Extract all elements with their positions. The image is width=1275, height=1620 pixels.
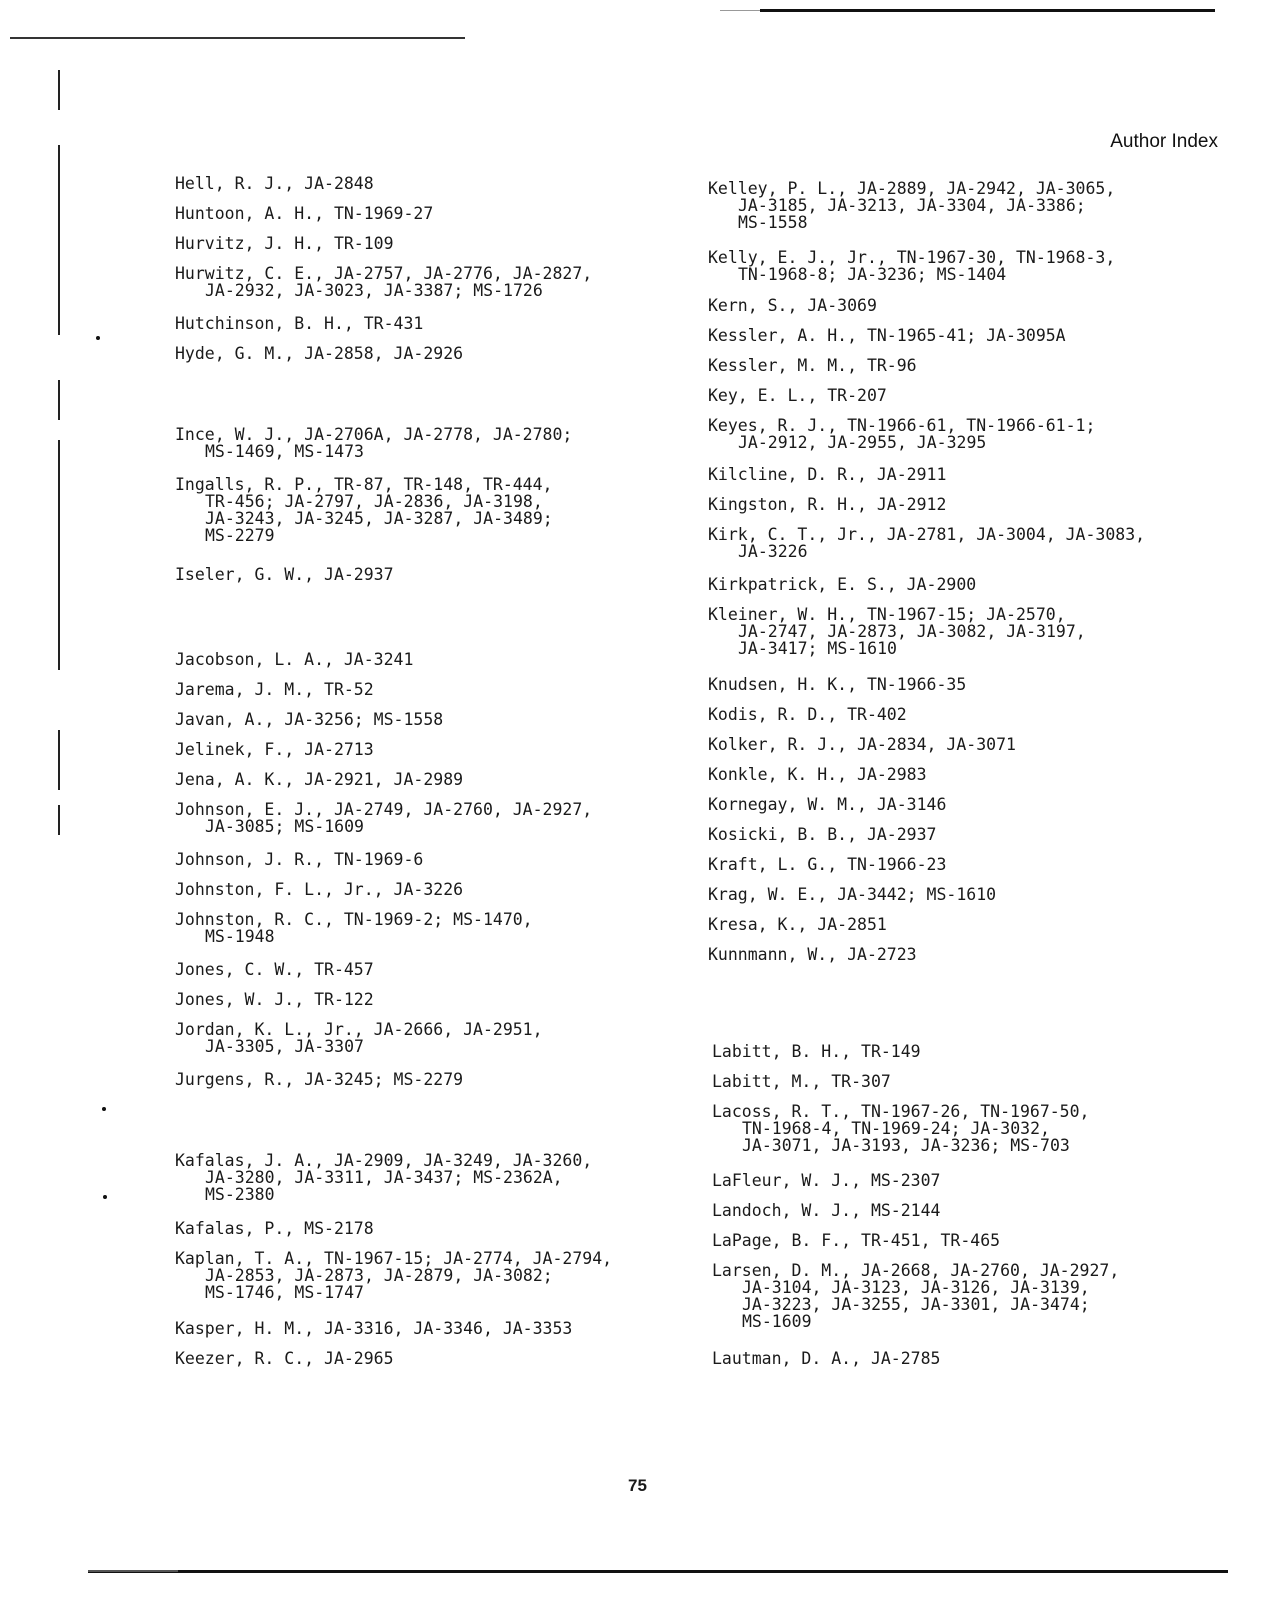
entry-line: Kessler, A. H., TN-1965-41; JA-3095A (708, 326, 1066, 345)
index-entry (708, 706, 1208, 723)
entry-line: Kafalas, J. A., JA-2909, JA-3249, JA-3260, (175, 1151, 593, 1170)
index-entry (175, 265, 675, 299)
entry-line: Johnston, F. L., Jr., JA-3226 (175, 880, 464, 899)
entry-continuation: MS-2380 (205, 1185, 275, 1204)
entry-line: Kelly, E. J., Jr., TN-1967-30, TN-1968-3, (708, 248, 1116, 267)
entry-continuation: JA-3223, JA-3255, JA-3301, JA-3474; (742, 1295, 1090, 1314)
entry-line: Kolker, R. J., JA-2834, JA-3071 (708, 735, 1016, 754)
entry-continuation: JA-3243, JA-3245, JA-3287, JA-3489; (205, 509, 553, 528)
index-entry (708, 676, 1208, 693)
entry-continuation: JA-3305, JA-3307 (205, 1037, 364, 1056)
index-entry (712, 1043, 1212, 1060)
entry-line: Kilcline, D. R., JA-2911 (708, 465, 947, 484)
entry-continuation: JA-3185, JA-3213, JA-3304, JA-3386; (738, 196, 1086, 215)
entry-line: Knudsen, H. K., TN-1966-35 (708, 675, 967, 694)
index-entry (175, 651, 675, 668)
binding-mark (58, 145, 60, 335)
entry-line: Jones, W. J., TR-122 (175, 990, 374, 1009)
index-entry (175, 476, 675, 544)
entry-line: Krag, W. E., JA-3442; MS-1610 (708, 885, 997, 904)
index-entry (712, 1232, 1212, 1249)
entry-line: Kirkpatrick, E. S., JA-2900 (708, 575, 977, 594)
index-entry (175, 345, 675, 362)
entry-line: Jarema, J. M., TR-52 (175, 680, 374, 699)
entry-continuation: JA-2912, JA-2955, JA-3295 (738, 433, 987, 452)
entry-continuation: MS-1469, MS-1473 (205, 442, 364, 461)
index-entry (175, 1021, 675, 1055)
index-entry (708, 327, 1208, 344)
entry-line: Jones, C. W., TR-457 (175, 960, 374, 979)
entry-continuation: MS-1558 (738, 213, 808, 232)
index-entry (175, 741, 675, 758)
index-entry (708, 886, 1208, 903)
entry-line: Kasper, H. M., JA-3316, JA-3346, JA-3353 (175, 1319, 573, 1338)
entry-continuation: JA-3417; MS-1610 (738, 639, 897, 658)
binding-mark (58, 380, 60, 420)
index-entry (708, 496, 1208, 513)
entry-line: LaFleur, W. J., MS-2307 (712, 1171, 941, 1190)
entry-line: Larsen, D. M., JA-2668, JA-2760, JA-2927, (712, 1261, 1120, 1280)
index-entry (708, 606, 1208, 657)
entry-continuation: TN-1968-8; JA-3236; MS-1404 (738, 265, 1007, 284)
entry-line: Ingalls, R. P., TR-87, TR-148, TR-444, (175, 475, 553, 494)
index-entry (712, 1073, 1212, 1090)
entry-line: Jurgens, R., JA-3245; MS-2279 (175, 1070, 464, 1089)
index-entry (708, 249, 1208, 283)
index-entry (175, 681, 675, 698)
index-entry (708, 417, 1208, 451)
index-entry (712, 1172, 1212, 1189)
page-number: 75 (628, 1476, 647, 1495)
index-entry (708, 180, 1208, 231)
top-left-rule (10, 37, 465, 39)
index-entry (708, 387, 1208, 404)
binding-mark (58, 70, 60, 110)
entry-line: Konkle, K. H., JA-2983 (708, 765, 927, 784)
index-entry (175, 851, 675, 868)
entry-line: Ince, W. J., JA-2706A, JA-2778, JA-2780; (175, 425, 573, 444)
index-entry (175, 1152, 675, 1203)
binding-mark (58, 730, 60, 790)
entry-continuation: JA-3226 (738, 542, 808, 561)
binding-mark (58, 440, 60, 670)
index-entry (175, 1071, 675, 1088)
scan-speck (96, 336, 100, 340)
index-entry (175, 1250, 675, 1301)
entry-line: Kornegay, W. M., JA-3146 (708, 795, 947, 814)
index-entry (708, 526, 1208, 560)
entry-line: Kosicki, B. B., JA-2937 (708, 825, 937, 844)
index-entry (708, 576, 1208, 593)
scan-speck (102, 1107, 106, 1111)
entry-continuation: TN-1968-4, TN-1969-24; JA-3032, (742, 1119, 1050, 1138)
index-entry (708, 297, 1208, 314)
entry-continuation: JA-2747, JA-2873, JA-3082, JA-3197, (738, 622, 1086, 641)
index-entry (712, 1262, 1212, 1330)
index-entry (175, 961, 675, 978)
entry-line: LaPage, B. F., TR-451, TR-465 (712, 1231, 1001, 1250)
index-entry (175, 1350, 675, 1367)
running-head: Author Index (1110, 131, 1218, 152)
entry-line: Hurwitz, C. E., JA-2757, JA-2776, JA-2827, (175, 264, 593, 283)
index-entry (175, 991, 675, 1008)
entry-line: Kunnmann, W., JA-2723 (708, 945, 917, 964)
entry-continuation: JA-3085; MS-1609 (205, 817, 364, 836)
entry-line: Kafalas, P., MS-2178 (175, 1219, 374, 1238)
index-entry (708, 826, 1208, 843)
entry-line: Jordan, K. L., Jr., JA-2666, JA-2951, (175, 1020, 543, 1039)
index-entry (175, 711, 675, 728)
entry-continuation: MS-1609 (742, 1312, 812, 1331)
top-right-rule (760, 9, 1215, 12)
entry-line: Keezer, R. C., JA-2965 (175, 1349, 394, 1368)
entry-line: Kodis, R. D., TR-402 (708, 705, 907, 724)
entry-line: Keyes, R. J., TN-1966-61, TN-1966-61-1; (708, 416, 1096, 435)
scan-speck (103, 1195, 107, 1199)
entry-line: Hurvitz, J. H., TR-109 (175, 234, 394, 253)
entry-line: Iseler, G. W., JA-2937 (175, 565, 394, 584)
entry-line: Hutchinson, B. H., TR-431 (175, 314, 424, 333)
entry-line: Kresa, K., JA-2851 (708, 915, 887, 934)
entry-line: Jacobson, L. A., JA-3241 (175, 650, 414, 669)
entry-continuation: JA-2932, JA-3023, JA-3387; MS-1726 (205, 281, 543, 300)
binding-mark (58, 805, 60, 835)
index-entry (708, 796, 1208, 813)
entry-line: Kraft, L. G., TN-1966-23 (708, 855, 947, 874)
entry-line: Huntoon, A. H., TN-1969-27 (175, 204, 434, 223)
index-entry (708, 916, 1208, 933)
entry-line: Hyde, G. M., JA-2858, JA-2926 (175, 344, 464, 363)
index-entry (708, 466, 1208, 483)
entry-line: Kingston, R. H., JA-2912 (708, 495, 947, 514)
index-entry (708, 946, 1208, 963)
entry-line: Labitt, M., TR-307 (712, 1072, 891, 1091)
entry-line: Kessler, M. M., TR-96 (708, 356, 917, 375)
entry-continuation: MS-2279 (205, 526, 275, 545)
entry-line: Johnson, E. J., JA-2749, JA-2760, JA-2927, (175, 800, 593, 819)
index-entry (175, 566, 675, 583)
index-entry (175, 771, 675, 788)
index-entry (708, 357, 1208, 374)
index-entry (175, 175, 675, 192)
index-entry (712, 1350, 1212, 1367)
index-entry (712, 1202, 1212, 1219)
index-entry (708, 856, 1208, 873)
entry-line: Kelley, P. L., JA-2889, JA-2942, JA-3065, (708, 179, 1116, 198)
index-entry (175, 881, 675, 898)
entry-line: Landoch, W. J., MS-2144 (712, 1201, 941, 1220)
entry-line: Johnson, J. R., TN-1969-6 (175, 850, 424, 869)
entry-line: Jena, A. K., JA-2921, JA-2989 (175, 770, 464, 789)
index-entry (175, 1320, 675, 1337)
index-entry (712, 1103, 1212, 1154)
index-entry (175, 426, 675, 460)
index-entry (708, 736, 1208, 753)
entry-line: Lacoss, R. T., TN-1967-26, TN-1967-50, (712, 1102, 1090, 1121)
index-entry (175, 315, 675, 332)
bottom-rule (88, 1570, 1228, 1573)
entry-line: Kaplan, T. A., TN-1967-15; JA-2774, JA-2794, (175, 1249, 613, 1268)
entry-line: Javan, A., JA-3256; MS-1558 (175, 710, 444, 729)
index-entry (708, 766, 1208, 783)
entry-line: Key, E. L., TR-207 (708, 386, 887, 405)
entry-continuation: JA-2853, JA-2873, JA-2879, JA-3082; (205, 1266, 553, 1285)
entry-line: Kern, S., JA-3069 (708, 296, 877, 315)
entry-continuation: JA-3071, JA-3193, JA-3236; MS-703 (742, 1136, 1070, 1155)
entry-continuation: MS-1948 (205, 927, 275, 946)
index-entry (175, 1220, 675, 1237)
index-entry (175, 205, 675, 222)
entry-line: Hell, R. J., JA-2848 (175, 174, 374, 193)
index-entry (175, 801, 675, 835)
entry-line: Labitt, B. H., TR-149 (712, 1042, 921, 1061)
entry-continuation: MS-1746, MS-1747 (205, 1283, 364, 1302)
index-entry (175, 911, 675, 945)
entry-continuation: JA-3104, JA-3123, JA-3126, JA-3139, (742, 1278, 1090, 1297)
entry-continuation: JA-3280, JA-3311, JA-3437; MS-2362A, (205, 1168, 563, 1187)
entry-line: Lautman, D. A., JA-2785 (712, 1349, 941, 1368)
entry-line: Kirk, C. T., Jr., JA-2781, JA-3004, JA-3083, (708, 525, 1146, 544)
entry-continuation: TR-456; JA-2797, JA-2836, JA-3198, (205, 492, 543, 511)
entry-line: Johnston, R. C., TN-1969-2; MS-1470, (175, 910, 533, 929)
entry-line: Kleiner, W. H., TN-1967-15; JA-2570, (708, 605, 1066, 624)
entry-line: Jelinek, F., JA-2713 (175, 740, 374, 759)
index-entry (175, 235, 675, 252)
